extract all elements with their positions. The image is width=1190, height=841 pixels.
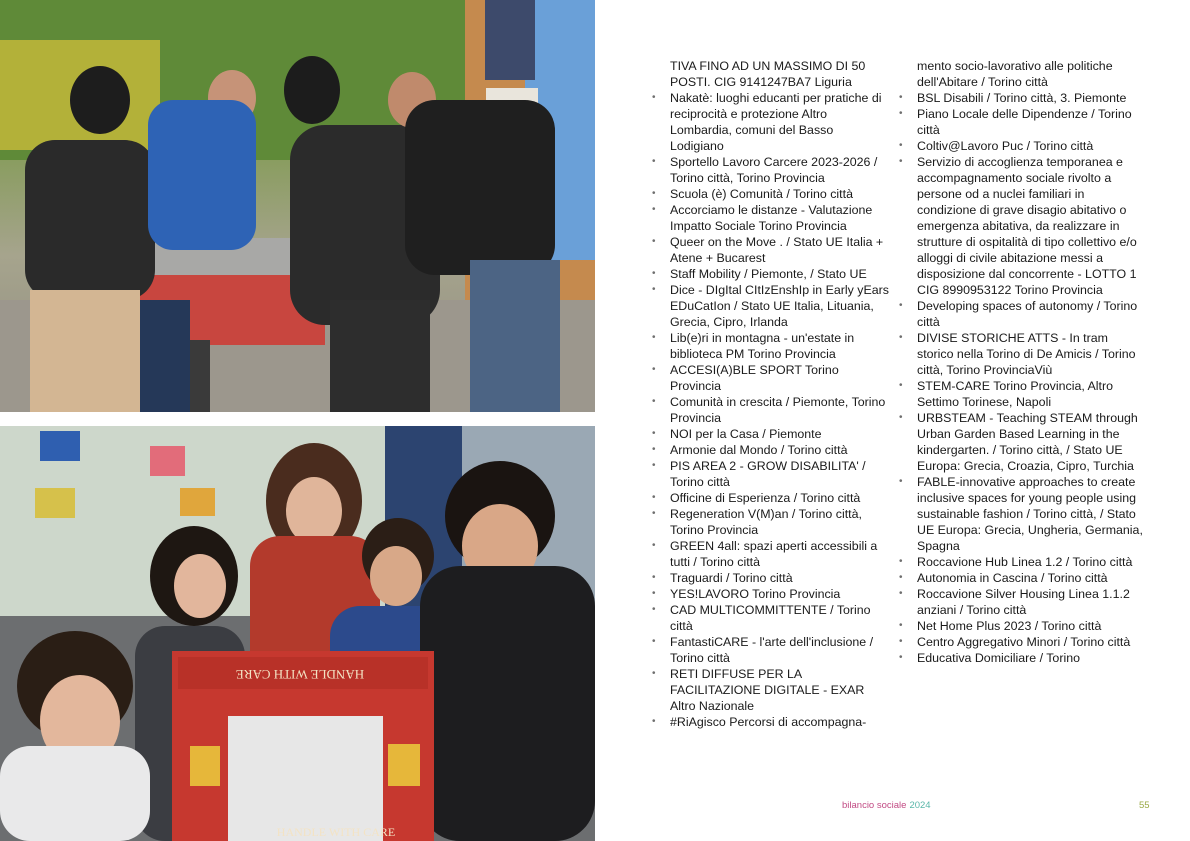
- projects-column-right: [892, 58, 1144, 666]
- project-item: • Dice - DIgItal CItIzEnshIp in Early yEars EDuCatIon / Stato UE Italia, Lituania, Grecia, Cipro, Irlanda: [645, 282, 890, 330]
- box-text: HANDLE WITH CARE: [276, 825, 396, 839]
- project-item: • NOI per la Casa / Piemonte: [645, 426, 890, 442]
- project-item: • PIS AREA 2 - GROW DISABILITA' / Torino città: [645, 458, 890, 490]
- project-item: • GREEN 4all: spazi aperti accessibili a tutti / Torino città: [645, 538, 890, 570]
- project-item: • ACCESI(A)BLE SPORT Torino Provincia: [645, 362, 890, 394]
- project-item: • Educativa Domiciliare / Torino: [892, 650, 1144, 666]
- project-item: • STEM-CARE Torino Provincia, Altro Settimo Torinese, Napoli: [892, 378, 1144, 410]
- project-item: • Comunità in crescita / Piemonte, Torino Provincia: [645, 394, 890, 426]
- people-playing-foosball-photo: [0, 0, 595, 412]
- project-item: • FantastiCARE - l'arte dell'inclusione / Torino città: [645, 634, 890, 666]
- projects-column-left: [645, 58, 890, 730]
- photo-classroom: [0, 426, 595, 841]
- project-item: • Developing spaces of autonomy / Torino città: [892, 298, 1144, 330]
- project-item: • URBSTEAM - Teaching STEAM through Urban Garden Based Learning in the kindergarten. / Torino città, / Stato UE Europa: Grecia, Croazia, Cipro, Turchia: [892, 410, 1144, 474]
- project-item: • CAD MULTICOMMITTENTE / Torino città: [645, 602, 890, 634]
- project-item: • Coltiv@Lavoro Puc / Torino città: [892, 138, 1144, 154]
- project-item: • Regeneration V(M)an / Torino città, Torino Provincia: [645, 506, 890, 538]
- photo-foosball: [0, 0, 595, 412]
- project-item: • Servizio di accoglienza temporanea e accompagnamento sociale rivolto a persone od a nuclei familiari in condizione di grave disagio abitativo o emergenza abitativa, da realizzare in strutture di ospitalità di tipo collettivo e/o alloggi di civile abitazione messi a disposizione dal concorrente - LOTTO 1 CIG 8990953122 Torino Provincia: [892, 154, 1144, 298]
- footer-title: bilancio sociale: [842, 800, 907, 811]
- project-item: • Sportello Lavoro Carcere 2023-2026 / Torino città, Torino Provincia: [645, 154, 890, 186]
- projects-list-right: [892, 58, 1144, 666]
- footer-label: [842, 800, 931, 811]
- project-item: • Scuola (è) Comunità / Torino città: [645, 186, 890, 202]
- project-item: • Queer on the Move . / Stato UE Italia + Atene + Bucarest: [645, 234, 890, 266]
- project-item: • Net Home Plus 2023 / Torino città: [892, 618, 1144, 634]
- projects-list-left: [645, 58, 890, 730]
- project-item: • Staff Mobility / Piemonte, / Stato UE: [645, 266, 890, 282]
- project-item: • #RiAgisco Percorsi di accompagna-: [645, 714, 890, 730]
- project-item: • BSL Disabili / Torino città, 3. Piemonte: [892, 90, 1144, 106]
- project-item: • Roccavione Hub Linea 1.2 / Torino città: [892, 554, 1144, 570]
- project-item: • Accorciamo le distanze - Valutazione Impatto Sociale Torino Provincia: [645, 202, 890, 234]
- box-text-upside-down: HANDLE WITH CARE: [235, 667, 365, 682]
- project-item: • Centro Aggregativo Minori / Torino città: [892, 634, 1144, 650]
- project-item: • Piano Locale delle Dipendenze / Torino città: [892, 106, 1144, 138]
- project-item: • Lib(e)ri in montagna - un'estate in biblioteca PM Torino Provincia: [645, 330, 890, 362]
- project-item: • Nakatè: luoghi educanti per pratiche di reciprocità e protezione Altro Lombardia, comuni del Basso Lodigiano: [645, 90, 890, 154]
- project-item: • Armonie dal Mondo / Torino città: [645, 442, 890, 458]
- project-item: • DIVISE STORICHE ATTS - In tram storico nella Torino di De Amicis / Torino città, Torino ProvinciaViù: [892, 330, 1144, 378]
- project-item: mento socio-lavorativo alle politiche dell'Abitare / Torino città: [917, 59, 1113, 89]
- children-with-teacher-and-cardboard-box-photo: [0, 426, 595, 841]
- project-item: • YES!LAVORO Torino Provincia: [645, 586, 890, 602]
- project-item: • Autonomia in Cascina / Torino città: [892, 570, 1144, 586]
- project-item: • Officine di Esperienza / Torino città: [645, 490, 890, 506]
- page-number: 55: [1139, 800, 1150, 811]
- footer-year: 2024: [909, 800, 931, 811]
- project-item: • RETI DIFFUSE PER LA FACILITAZIONE DIGITALE - EXAR Altro Nazionale: [645, 666, 890, 714]
- project-item: • Traguardi / Torino città: [645, 570, 890, 586]
- project-item: • Roccavione Silver Housing Linea 1.1.2 anziani / Torino città: [892, 586, 1144, 618]
- project-item: TIVA FINO AD UN MASSIMO DI 50 POSTI. CIG 9141247BA7 Liguria: [670, 59, 866, 89]
- project-item: • FABLE-innovative approaches to create inclusive spaces for young people using sustainable fashion / Torino città, / Stato UE Europa: Grecia, Ungheria, Germania, Spagna: [892, 474, 1144, 554]
